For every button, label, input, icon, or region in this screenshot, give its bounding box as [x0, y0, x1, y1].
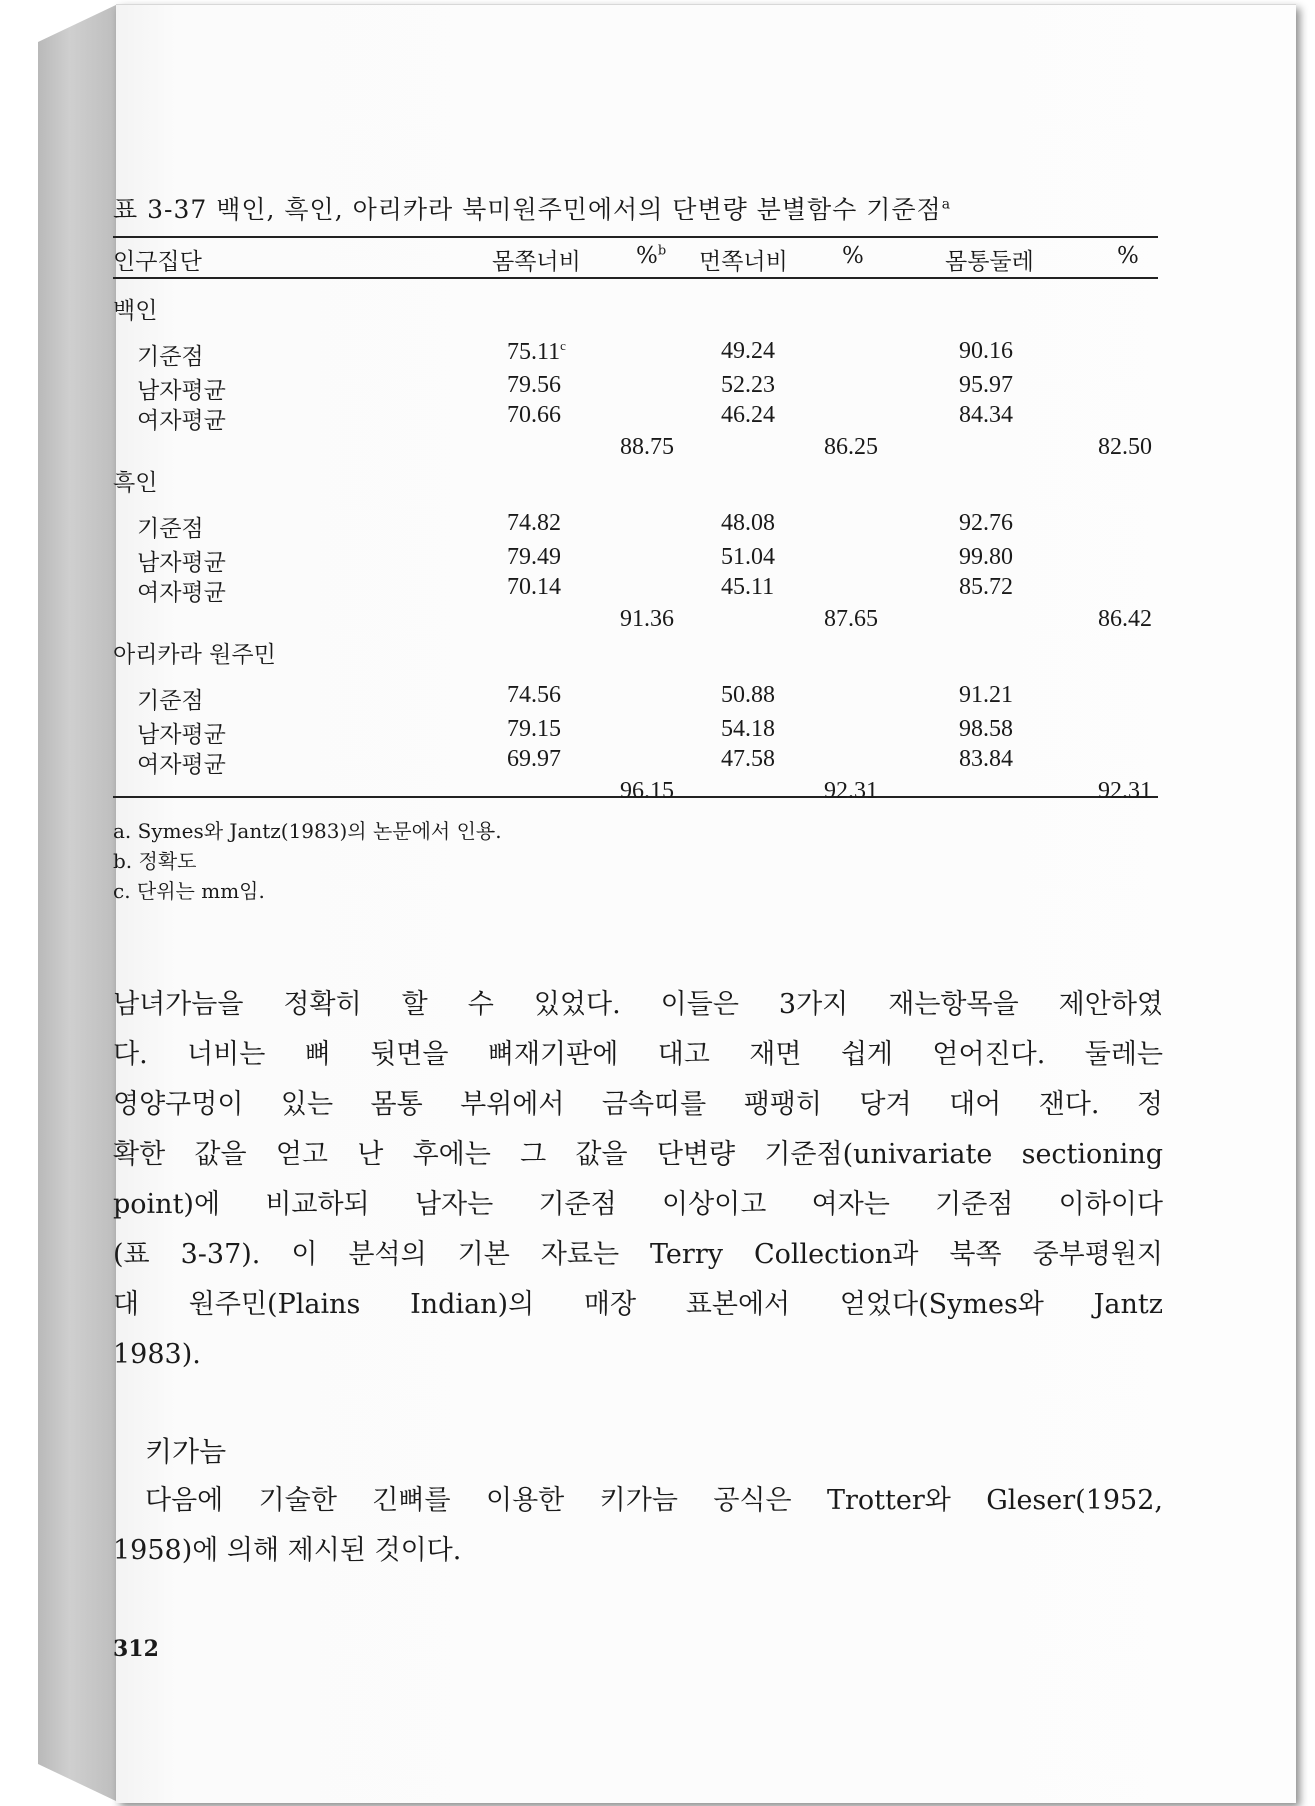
accuracy-cell: 86.25	[824, 434, 878, 460]
value-cell: 84.34	[959, 402, 1013, 428]
value-cell: 85.72	[959, 574, 1013, 600]
table-note-c: c. 단위는 mm임.	[113, 879, 265, 903]
paragraph-line: 다. 너비는 뼈 뒷면을 뼈재기판에 대고 재면 쉽게 얻어진다. 둘레는	[113, 1039, 1163, 1070]
row-label: 남자평균	[137, 378, 226, 404]
value-cell: 83.84	[959, 746, 1013, 772]
paragraph-line: 남녀가늠을 정확히 할 수 있었다. 이들은 3가지 재는항목을 제안하였	[113, 989, 1163, 1020]
accuracy-cell: 92.31	[824, 778, 878, 804]
value-cell: 98.58	[959, 716, 1013, 742]
table-rule-top	[113, 236, 1158, 238]
accuracy-cell: 86.42	[1098, 606, 1152, 632]
paragraph-line: 1983).	[113, 1339, 201, 1370]
value-cell: 51.04	[721, 544, 775, 570]
table-note-b: b. 정확도	[113, 849, 197, 873]
paragraph-line: (표 3-37). 이 분석의 기본 자료는 Terry Collection과 북쪽 중부평원지	[113, 1239, 1163, 1270]
value-cell: 92.76	[959, 510, 1013, 536]
row-label: 남자평균	[137, 722, 226, 748]
row-label: 여자평균	[137, 580, 226, 606]
table-rule-header	[113, 277, 1158, 279]
value-cell: 79.56	[507, 372, 561, 398]
value-cell: 74.56	[507, 682, 561, 708]
group-name: 흑인	[113, 470, 158, 496]
paragraph-line: 다음에 기술한 긴뼈를 이용한 키가늠 공식은 Trotter와 Gleser(1952,	[145, 1485, 1163, 1516]
value-cell: 54.18	[721, 716, 775, 742]
accuracy-cell: 82.50	[1098, 434, 1152, 460]
header-group: 인구집단	[113, 249, 202, 275]
row-label: 여자평균	[137, 752, 226, 778]
value-cell: 90.16	[959, 338, 1013, 364]
book-spine	[38, 4, 118, 1802]
row-label: 기준점	[137, 344, 204, 370]
value-cell: 50.88	[721, 682, 775, 708]
value-cell: 99.80	[959, 544, 1013, 570]
value-cell: 70.66	[507, 402, 561, 428]
paragraph-line: 확한 값을 얻고 난 후에는 그 값을 단변량 기준점(univariate sectioning	[113, 1139, 1163, 1170]
value-cell: 45.11	[721, 574, 775, 600]
paragraph-line: 대 원주민(Plains Indian)의 매장 표본에서 얻었다(Symes와 Jantz	[113, 1289, 1163, 1320]
value-cell: 74.82	[507, 510, 561, 536]
value-cell: 79.15	[507, 716, 561, 742]
value-cell: 70.14	[507, 574, 561, 600]
row-label: 기준점	[137, 688, 204, 714]
header-distal-width: 먼쪽너비	[699, 249, 788, 275]
row-label: 기준점	[137, 516, 204, 542]
header-shaft-circumference: 몸통둘레	[945, 249, 1034, 275]
paragraph-2	[113, 1476, 1163, 1576]
row-label: 여자평균	[137, 408, 226, 434]
value-cell: 95.97	[959, 372, 1013, 398]
value-cell: 91.21	[959, 682, 1013, 708]
header-pct1: %$^b$	[636, 243, 667, 269]
value-cell: 75.11$^c$	[507, 338, 566, 365]
accuracy-cell: 88.75	[620, 434, 674, 460]
value-cell: 52.23	[721, 372, 775, 398]
page-number: 312	[113, 1636, 159, 1662]
accuracy-cell: 87.65	[824, 606, 878, 632]
paragraph-line: 1958)에 의해 제시된 것이다.	[113, 1535, 462, 1566]
accuracy-cell: 92.31	[1098, 778, 1152, 804]
table-caption: 표 3-37 백인, 흑인, 아리카라 북미원주민에서의 단변량 분별함수 기준점$^a$	[113, 195, 952, 224]
value-cell: 48.08	[721, 510, 775, 536]
table-note-a: a. Symes와 Jantz(1983)의 논문에서 인용.	[113, 819, 502, 843]
header-pct2: %	[842, 243, 864, 269]
accuracy-cell: 96.15	[620, 778, 674, 804]
header-pct3: %	[1117, 243, 1139, 269]
value-cell: 49.24	[721, 338, 775, 364]
value-cell: 79.49	[507, 544, 561, 570]
value-cell: 69.97	[507, 746, 561, 772]
paragraph-line: point)에 비교하되 남자는 기준점 이상이고 여자는 기준점 이하이다	[113, 1189, 1163, 1220]
value-cell: 46.24	[721, 402, 775, 428]
row-label: 남자평균	[137, 550, 226, 576]
value-cell: 47.58	[721, 746, 775, 772]
header-proximal-width: 몸쪽너비	[492, 249, 581, 275]
group-name: 아리카라 원주민	[113, 642, 276, 668]
section-heading: 키가늠	[145, 1435, 227, 1468]
group-name: 백인	[113, 298, 158, 324]
paragraph-1	[113, 980, 1163, 1380]
accuracy-cell: 91.36	[620, 606, 674, 632]
paragraph-line: 영양구멍이 있는 몸통 부위에서 금속띠를 팽팽히 당겨 대어 잰다. 정	[113, 1089, 1163, 1120]
